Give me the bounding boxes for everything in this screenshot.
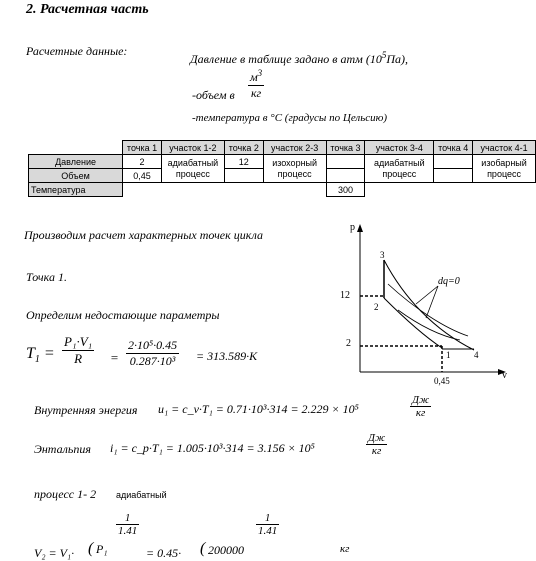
pv-diagram	[334, 218, 514, 390]
proc23-line2: процесс	[277, 168, 312, 179]
bottom-paren-open: (	[88, 540, 94, 557]
cell-t12	[161, 183, 224, 197]
table-header: точка 4	[434, 141, 473, 155]
cell-v4	[434, 169, 473, 183]
cell-p4	[434, 155, 473, 169]
input-data-table	[28, 140, 536, 197]
ie-unit-num: Дж	[412, 394, 430, 406]
table-header: участок 1-2	[161, 141, 224, 155]
volume-unit	[248, 68, 264, 101]
frac2-num: 2·10⁵·0.45	[128, 338, 178, 352]
cell-v2	[224, 169, 263, 183]
table-row	[29, 183, 536, 197]
input-data-label: Расчетные данные:	[26, 44, 128, 58]
equals-sign: =	[110, 350, 119, 365]
exp2-num: 1	[256, 512, 279, 525]
frac1-den: R	[74, 351, 83, 366]
cell-process-12	[161, 155, 224, 183]
tick-label-12: 12	[340, 290, 350, 301]
bottom-exp1	[116, 512, 139, 537]
cell-process-23	[263, 155, 326, 183]
frac2-den: 0.287·10³	[129, 354, 176, 368]
missing-params-heading: Определим недостающие параметры	[26, 308, 220, 322]
point-label-1: 1	[446, 350, 451, 360]
formula-t1-lhs: $T_1$ =	[26, 345, 55, 366]
cell-p1: 2	[123, 155, 162, 169]
cell-p3	[326, 155, 365, 169]
table-header: точка 2	[224, 141, 263, 155]
pressure-note-exp: 5	[381, 50, 387, 60]
bottom-mid: = 0.45·	[146, 546, 182, 560]
internal-energy-label: Внутренняя энергия	[34, 403, 138, 417]
point1-heading: Точка 1.	[26, 270, 67, 284]
en-unit-den: кг	[371, 445, 382, 457]
pressure-note-end: Па),	[386, 52, 409, 66]
cell-v3	[326, 169, 365, 183]
table-header-row	[29, 141, 536, 155]
point-label-3: 3	[380, 250, 385, 260]
cell-process-34	[365, 155, 434, 183]
row-label-temperature: Температура	[29, 183, 123, 197]
temperature-note: -температура в °С (градусы по Цельсию)	[192, 112, 388, 124]
volume-unit-den: кг	[250, 86, 262, 100]
point-label-2: 2	[374, 302, 379, 312]
ie-unit-den: кг	[415, 407, 426, 419]
table-row	[29, 155, 536, 169]
p-axis-arrow	[357, 224, 363, 232]
bottom-p1: P₁	[96, 542, 108, 556]
adiabat-guide-2	[398, 310, 460, 340]
dq-label: dq=0	[438, 276, 460, 287]
bottom-unit: кг	[340, 543, 350, 555]
volume-unit-exp: 3	[257, 68, 263, 78]
proc34-line1: адиабатный	[374, 157, 425, 168]
table-header: участок 4-1	[473, 141, 536, 155]
proc12-line2: процесс	[175, 168, 210, 179]
process12-label: процесс 1- 2	[34, 487, 97, 501]
proc41-line2: процесс	[487, 168, 522, 179]
cell-t3: 300	[326, 183, 365, 197]
bottom-val: 200000	[208, 543, 244, 557]
row-label-volume: Объем	[29, 169, 123, 183]
cell-v1: 0,45	[123, 169, 162, 183]
process12-type: адиабатный	[116, 490, 167, 500]
table-header: участок 3-4	[365, 141, 434, 155]
cell-t34	[365, 183, 434, 197]
exp1-num: 1	[116, 512, 139, 525]
formula-t1-frac1	[62, 334, 94, 367]
cell-process-41	[473, 155, 536, 183]
row-label-pressure: Давление	[29, 155, 123, 169]
volume-note: -объем в	[192, 88, 235, 102]
frac1-num: P₁·V₁	[64, 334, 93, 349]
table-header: точка 3	[326, 141, 365, 155]
proc12-line1: адиабатный	[167, 157, 219, 168]
internal-energy-unit	[410, 394, 431, 419]
t1-symbol: T	[26, 345, 35, 362]
tick-label-2: 2	[346, 338, 351, 349]
bottom-lhs: V₂ = V₁·	[34, 546, 75, 560]
formula-t1-frac2	[126, 338, 179, 369]
cell-t4	[434, 183, 473, 197]
exp2-den: 1.41	[258, 525, 278, 537]
table-header: участок 2-3	[263, 141, 326, 155]
process-34-curve	[384, 260, 474, 350]
bottom-exp2	[256, 512, 279, 537]
cell-t41	[473, 183, 536, 197]
formula-t1-result: = 313.589·K	[196, 349, 258, 363]
cell-t2	[224, 183, 263, 197]
axis-label-p: p	[350, 222, 355, 233]
proc41-line1: изобарный	[481, 157, 527, 168]
enthalpy-expr: i₁ = c_p·T₁ = 1.005·10³·314 = 3.156 × 10⁵	[110, 441, 315, 455]
cell-t23	[263, 183, 326, 197]
point-label-4: 4	[474, 350, 479, 360]
section-title: 2. Расчетная часть	[26, 2, 149, 17]
exp1-den: 1.41	[118, 525, 138, 537]
table-corner	[29, 141, 123, 155]
enthalpy-unit	[366, 432, 387, 457]
enthalpy-label: Энтальпия	[34, 442, 91, 456]
internal-energy-expr: u₁ = c_v·T₁ = 0.71·10³·314 = 2.229 × 10⁵	[158, 402, 359, 416]
t1-subscript: 1	[34, 354, 40, 366]
tick-label-045: 0,45	[434, 376, 450, 386]
cell-p2: 12	[224, 155, 263, 169]
proc23-line1: изохорный	[272, 157, 318, 168]
table-header: точка 1	[123, 141, 162, 155]
calc-heading: Производим расчет характерных точек цикла	[24, 228, 263, 242]
bottom-paren-open-2: (	[200, 540, 206, 557]
cell-t1	[123, 183, 162, 197]
proc34-line2: процесс	[382, 168, 417, 179]
volume-unit-num: м	[250, 70, 258, 84]
en-unit-num: Дж	[368, 432, 386, 444]
pressure-note	[190, 50, 408, 67]
axis-label-v: v	[502, 370, 507, 381]
pressure-note-text: Давление в таблице задано в атм (10	[190, 52, 382, 66]
